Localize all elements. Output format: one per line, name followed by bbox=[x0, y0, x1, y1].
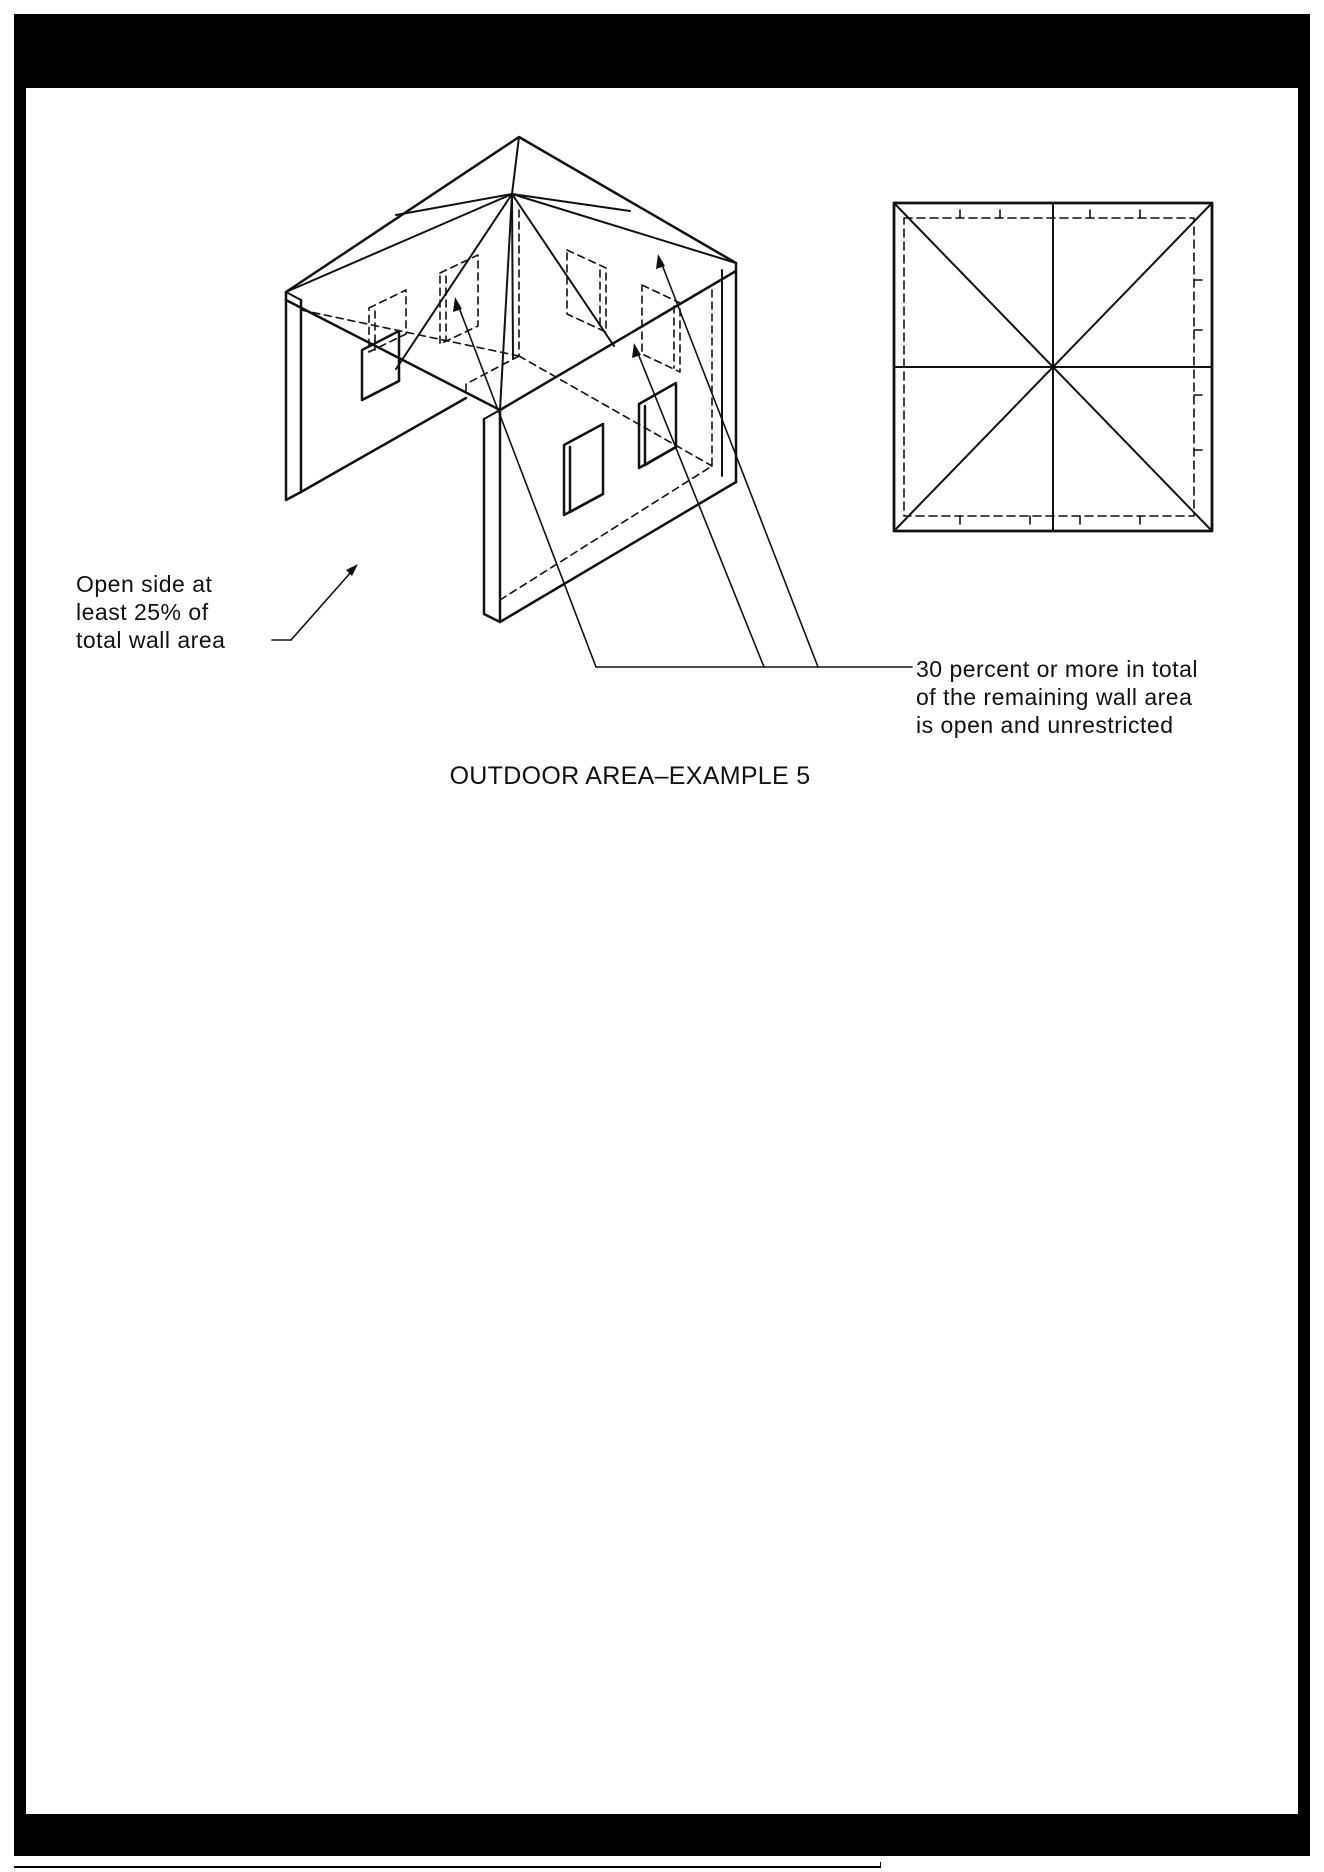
leader-open-side bbox=[272, 571, 352, 640]
remaining-wall-line-2: of the remaining wall area bbox=[916, 684, 1193, 710]
remaining-wall-line-1: 30 percent or more in total bbox=[916, 656, 1198, 682]
open-side-line-3: total wall area bbox=[76, 627, 226, 653]
open-side-annotation bbox=[76, 570, 225, 654]
roof bbox=[286, 137, 736, 410]
left-wall bbox=[286, 292, 466, 500]
right-wall bbox=[484, 263, 736, 622]
figure-caption: OUTDOOR AREA–EXAMPLE 5 bbox=[449, 762, 811, 790]
remaining-wall-annotation bbox=[916, 655, 1198, 739]
front-windows bbox=[362, 331, 676, 515]
isometric-structure bbox=[286, 137, 736, 622]
open-side-line-2: least 25% of bbox=[76, 599, 209, 625]
arrowhead-open-side bbox=[346, 564, 358, 576]
remaining-wall-line-3: is open and unrestricted bbox=[916, 712, 1174, 738]
open-side-line-1: Open side at bbox=[76, 571, 213, 597]
plan-view bbox=[894, 203, 1212, 531]
